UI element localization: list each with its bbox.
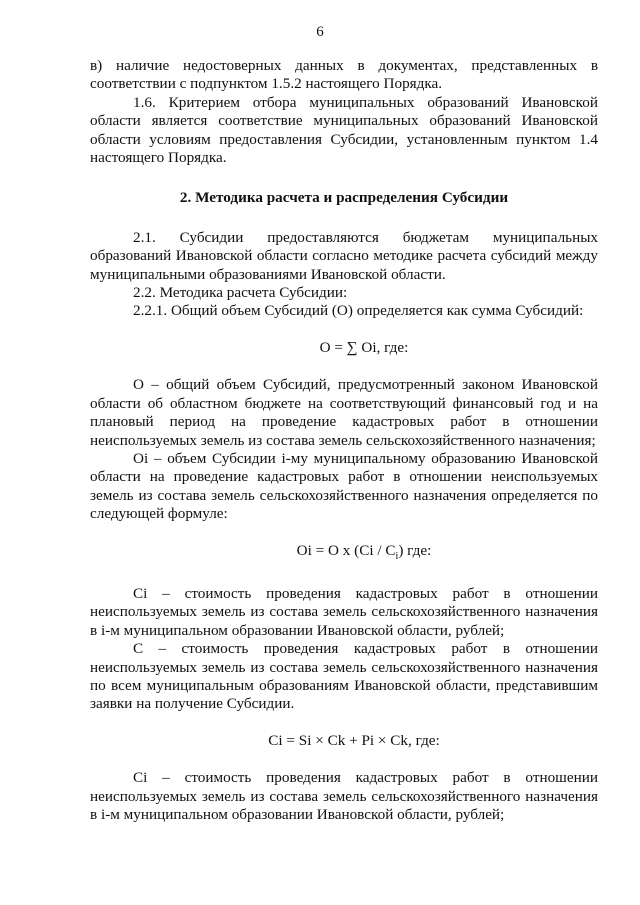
section-heading: 2. Методика расчета и распределения Субсидии (179, 189, 509, 207)
formula-main: Оi = О х (Ci / C (296, 541, 396, 559)
definition-c: C – стоимость проведения кадастровых работ в отношении неиспользуемых земель из состава земель сельскохозяйственного назначения по всем муниципальным образованиям Ивановской области, представившим заявки на получение Субсидии. (90, 640, 598, 713)
definition-ci-repeat: Ci – стоимость проведения кадастровых работ в отношении неиспользуемых земель из состава земель сельскохозяйственного назначения в i-м муниципальном образовании Ивановской области, рублей; (90, 769, 598, 824)
page-number: 6 (316, 24, 324, 40)
formula-subscript: i (395, 550, 399, 562)
document-body (90, 57, 598, 824)
paragraph-2-1: 2.1. Субсидии предоставляются бюджетам муниципальных образований Ивановской области согласно методике расчета субсидий между муниципальными образованиями Ивановской области. (90, 228, 598, 283)
paragraph-2-2: 2.2. Методика расчета Субсидии: (133, 284, 348, 302)
formula-cost: Ci = Si × Ck + Pi × Ck, где: (268, 731, 440, 749)
definition-o: О – общий объем Субсидий, предусмотренный законом Ивановской области об областном бюджете на соответствующий финансовый год и на плановый период на проведение кадастровых работ в отношении неиспользуемых земель из состава земель сельскохозяйственного назначения; (90, 376, 598, 449)
paragraph-1-6: 1.6. Критерием отбора муниципальных образований Ивановской области является соответствие муниципальных образований Ивановской области условиям предоставления Субсидии, установленным пунктом 1.4 настоящего Порядка. (90, 93, 598, 167)
paragraph-item-v: в) наличие недостоверных данных в документах, представленных в соответствии с подпунктом 1.5.2 настоящего Порядка. (90, 57, 598, 93)
formula-subsidy-share (90, 542, 598, 566)
definition-oi: Оi – объем Субсидии i-му муниципальному образованию Ивановской области на проведение кадастровых работ в отношении неиспользуемых земель из состава земель сельскохозяйственного назначения определяется по следующей формуле: (90, 449, 598, 523)
formula-total-subsidy: О = ∑ Оi, где: (319, 338, 409, 356)
definition-ci: Ci – стоимость проведения кадастровых работ в отношении неиспользуемых земель из состава земель сельскохозяйственного назначения в i-м муниципальном образовании Ивановской области, рублей; (90, 584, 598, 639)
formula-tail: ) где: (398, 541, 432, 559)
paragraph-2-2-1: 2.2.1. Общий объем Субсидий (О) определяется как сумма Субсидий: (133, 302, 584, 320)
